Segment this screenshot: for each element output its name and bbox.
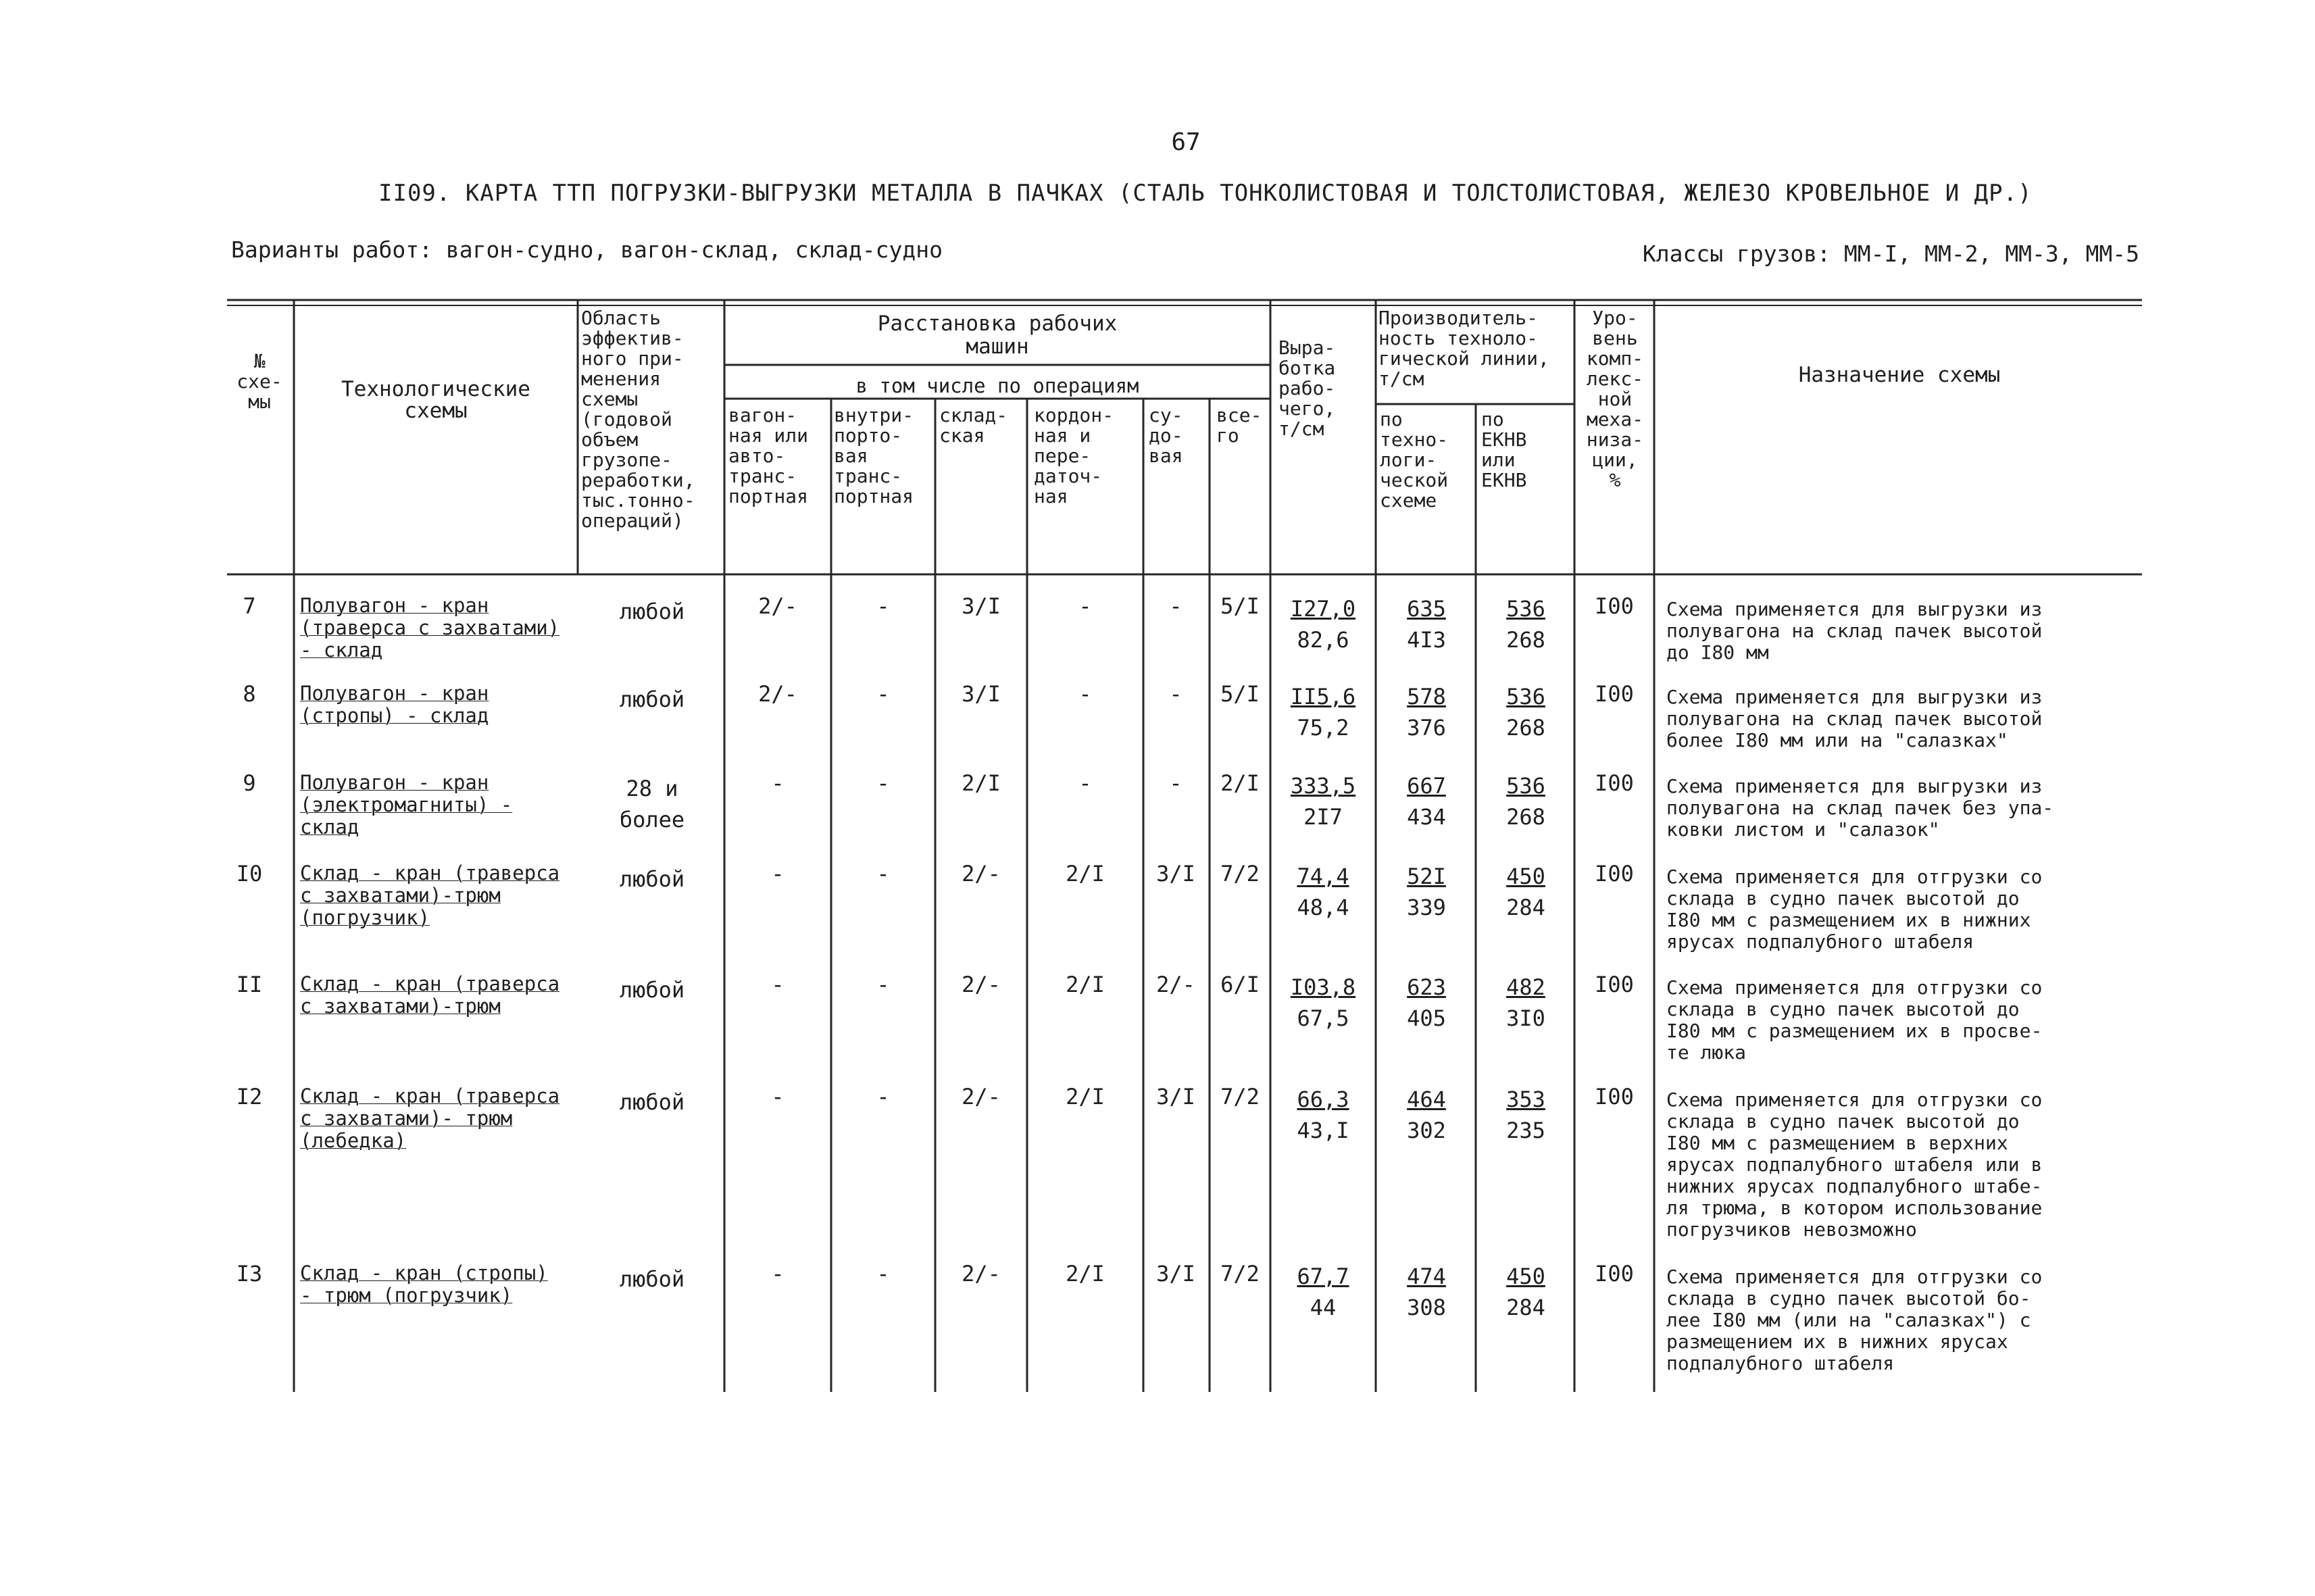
row-cordon: 2/I (1066, 972, 1105, 997)
row-prod-scheme-denominator: 434 (1407, 804, 1446, 830)
row-wagon: - (771, 1261, 785, 1287)
row-prod-ekhv (1478, 681, 1573, 743)
row-mech-level: I00 (1595, 593, 1634, 619)
header-wagon: вагон- ная или авто- транс- портная (728, 404, 809, 507)
row-ship: - (1169, 681, 1183, 707)
row-output-denominator: 48,4 (1297, 895, 1349, 920)
row-scheme: Полувагон - кран (траверса с захватами) - склад (300, 594, 560, 662)
header-warehouse: склад- ская (939, 404, 1008, 447)
row-prod-ekhv (1478, 861, 1573, 923)
row-prod-ekhv-denominator: 268 (1506, 804, 1545, 830)
row-prod-scheme-numerator: 578 (1407, 684, 1446, 709)
row-number: 9 (243, 770, 256, 796)
row-ship: - (1169, 770, 1183, 796)
row-mech-level: I00 (1595, 1261, 1634, 1287)
row-cordon: 2/I (1066, 1261, 1105, 1287)
row-number: 7 (243, 593, 256, 619)
row-area: любой (619, 1089, 685, 1115)
row-ship: 3/I (1156, 861, 1195, 887)
row-output-numerator: 67,7 (1297, 1264, 1349, 1289)
row-total: 7/2 (1220, 1084, 1260, 1109)
row-ship: 3/I (1156, 1084, 1195, 1109)
header-productivity: Производитель- ность техноло- гической линии, т/см (1378, 307, 1549, 390)
row-prod-ekhv (1478, 972, 1573, 1034)
row-inner: - (876, 770, 890, 796)
row-total: 5/I (1220, 593, 1260, 619)
row-area: любой (619, 687, 685, 712)
row-output (1273, 1261, 1373, 1323)
row-prod-ekhv (1478, 593, 1573, 655)
row-prod-scheme-denominator: 405 (1407, 1005, 1446, 1031)
row-ship: - (1169, 593, 1183, 619)
row-wagon: - (771, 770, 785, 796)
row-cordon: - (1078, 770, 1092, 796)
row-cordon: 2/I (1066, 861, 1105, 887)
row-mech-level: I00 (1595, 972, 1634, 997)
row-output-numerator: II5,6 (1290, 684, 1356, 709)
row-output-denominator: 75,2 (1297, 715, 1349, 741)
header-cordon: кордон- ная и пере- даточ- ная (1034, 404, 1114, 507)
row-prod-scheme-denominator: 376 (1407, 715, 1446, 741)
row-output (1273, 861, 1373, 923)
row-prod-ekhv-numerator: 353 (1506, 1087, 1545, 1112)
row-prod-scheme (1378, 972, 1474, 1034)
row-prod-scheme (1378, 861, 1474, 923)
row-number: I0 (236, 861, 263, 887)
row-output (1273, 770, 1373, 832)
row-prod-ekhv-numerator: 536 (1506, 773, 1545, 799)
row-inner: - (876, 1084, 890, 1109)
row-output-numerator: 74,4 (1297, 864, 1349, 889)
row-purpose: Схема применяется для выгрузки из полувагона на склад пачек высотой до I80 мм (1666, 598, 2043, 664)
row-prod-ekhv (1478, 1084, 1573, 1146)
header-total: все- го (1216, 404, 1262, 447)
row-total: 6/I (1220, 972, 1260, 997)
row-purpose: Схема применяется для выгрузки из полувагона на склад пачек высотой более I80 мм или на "салазках" (1666, 686, 2043, 751)
header-ship: су- до- вая (1149, 404, 1183, 467)
row-prod-ekhv-numerator: 450 (1506, 1264, 1545, 1289)
row-inner: - (876, 1261, 890, 1287)
row-scheme: Полувагон - кран (электромагниты) - склад (300, 771, 513, 839)
row-prod-ekhv (1478, 1261, 1573, 1323)
row-scheme: Склад - кран (траверса с захватами)-трюм (300, 972, 560, 1018)
row-inner: - (876, 861, 890, 887)
row-output-denominator: 82,6 (1297, 627, 1349, 653)
row-number: 8 (243, 681, 256, 707)
row-prod-scheme-denominator: 308 (1407, 1295, 1446, 1320)
row-prod-scheme-denominator: 302 (1407, 1118, 1446, 1143)
row-prod-ekhv-denominator: 284 (1506, 895, 1545, 920)
row-warehouse: 2/I (962, 770, 1001, 796)
row-scheme: Склад - кран (траверса с захватами)-трюм (погрузчик) (300, 862, 560, 929)
row-cordon: - (1078, 681, 1092, 707)
row-total: 2/I (1220, 770, 1260, 796)
row-output-numerator: I03,8 (1290, 974, 1356, 1000)
header-by-scheme: по техно- логи- ческой схеме (1380, 408, 1449, 512)
row-prod-ekhv-denominator: 3I0 (1506, 1005, 1545, 1031)
row-warehouse: 2/- (962, 1084, 1001, 1109)
row-prod-scheme (1378, 681, 1474, 743)
row-area: любой (619, 599, 685, 624)
row-prod-scheme (1378, 1084, 1474, 1146)
header-area: Область эффектив- ного при- менения схемы (годовой объем грузопе- реработки, тыс.тонно- операций) (581, 307, 695, 532)
row-purpose: Схема применяется для отгрузки со склада в судно пачек высотой до I80 мм с размещением их в нижних ярусах подпалубного штабеля (1666, 866, 2043, 953)
row-total: 5/I (1220, 681, 1260, 707)
row-mech-level: I00 (1595, 861, 1634, 887)
row-ship: 2/- (1156, 972, 1195, 997)
row-purpose: Схема применяется для отгрузки со склада в судно пачек высотой до I80 мм с размещением в верхних ярусах подпалубного штабеля или в нижних ярусах подпалубного штабе- ля трюма, в котором использование погрузчиков невозможно (1666, 1089, 2043, 1241)
row-wagon: 2/- (758, 681, 797, 707)
row-output-denominator: 2I7 (1303, 804, 1343, 830)
row-warehouse: 3/I (962, 593, 1001, 619)
header-by-ekhv: по ЕКНВ или ЕКНВ (1481, 408, 1527, 491)
header-num: № схе- мы (237, 350, 282, 413)
row-wagon: - (771, 972, 785, 997)
row-output-numerator: I27,0 (1290, 596, 1356, 622)
page-number: 67 (1171, 128, 1201, 156)
row-scheme: Склад - кран (траверса с захватами)- трюм (лебедка) (300, 1084, 560, 1152)
row-area: 28 и более (619, 776, 685, 832)
row-wagon: - (771, 1084, 785, 1109)
row-prod-scheme-numerator: 623 (1407, 974, 1446, 1000)
row-prod-ekhv-numerator: 450 (1506, 864, 1545, 889)
header-purpose: Назначение схемы (1798, 363, 2001, 387)
row-wagon: - (771, 861, 785, 887)
row-prod-ekhv-denominator: 284 (1506, 1295, 1545, 1320)
row-prod-scheme-denominator: 339 (1407, 895, 1446, 920)
row-inner: - (876, 681, 890, 707)
row-warehouse: 3/I (962, 681, 1001, 707)
row-prod-ekhv-denominator: 268 (1506, 627, 1545, 653)
row-warehouse: 2/- (962, 861, 1001, 887)
header-mech-level: Уро- вень комп- лекс- ной меха- низа- ции, % (1586, 307, 1644, 491)
row-purpose: Схема применяется для выгрузки из полувагона на склад пачек без упа- ковки листом и "салазок" (1666, 775, 2054, 841)
header-inner: внутри- порто- вая транс- портная (834, 404, 914, 507)
row-number: II (236, 972, 263, 997)
row-wagon: 2/- (758, 593, 797, 619)
row-output-numerator: 66,3 (1297, 1087, 1349, 1112)
row-prod-ekhv-denominator: 268 (1506, 715, 1545, 741)
row-scheme: Склад - кран (стропы) - трюм (погрузчик) (300, 1262, 548, 1307)
row-area: любой (619, 1266, 685, 1292)
row-prod-scheme-numerator: 635 (1407, 596, 1446, 622)
row-mech-level: I00 (1595, 1084, 1634, 1109)
header-output: Выра- ботка рабо- чего, т/см (1278, 336, 1336, 440)
row-prod-ekhv-denominator: 235 (1506, 1118, 1545, 1143)
row-scheme: Полувагон - кран (стропы) - склад (300, 682, 489, 727)
row-prod-ekhv-numerator: 536 (1506, 684, 1545, 709)
row-output (1273, 972, 1373, 1034)
row-prod-scheme-denominator: 4I3 (1407, 627, 1446, 653)
row-prod-ekhv-numerator: 482 (1506, 974, 1545, 1000)
row-prod-ekhv-numerator: 536 (1506, 596, 1545, 622)
row-warehouse: 2/- (962, 972, 1001, 997)
work-variants: Варианты работ: вагон-судно, вагон-склад, склад-судно (231, 236, 943, 263)
row-total: 7/2 (1220, 861, 1260, 887)
row-ship: 3/I (1156, 1261, 1195, 1287)
row-output (1273, 593, 1373, 655)
row-prod-scheme-numerator: 667 (1407, 773, 1446, 799)
row-prod-scheme-numerator: 474 (1407, 1264, 1446, 1289)
row-output-denominator: 67,5 (1297, 1005, 1349, 1031)
header-placement: Расстановка рабочих машин (877, 311, 1118, 359)
row-prod-scheme-numerator: 52I (1407, 864, 1446, 889)
row-purpose: Схема применяется для отгрузки со склада в судно пачек высотой до I80 мм с размещением их в просве- те люка (1666, 976, 2043, 1064)
row-prod-scheme (1378, 1261, 1474, 1323)
row-output (1273, 681, 1373, 743)
row-area: любой (619, 866, 685, 892)
row-output-denominator: 43,I (1297, 1118, 1349, 1143)
header-scheme: Технологические схемы (341, 377, 530, 423)
row-output-numerator: 333,5 (1290, 773, 1356, 799)
row-warehouse: 2/- (962, 1261, 1001, 1287)
row-output (1273, 1084, 1373, 1146)
row-number: I3 (236, 1261, 263, 1287)
row-mech-level: I00 (1595, 681, 1634, 707)
cargo-classes: Классы грузов: ММ-I, ММ-2, ММ-3, ММ-5 (1642, 241, 2139, 267)
row-total: 7/2 (1220, 1261, 1260, 1287)
row-inner: - (876, 593, 890, 619)
row-prod-ekhv (1478, 770, 1573, 832)
row-area: любой (619, 977, 685, 1003)
header-incl-ops: в том числе по операциям (855, 374, 1139, 397)
row-prod-scheme (1378, 770, 1474, 832)
row-prod-scheme-numerator: 464 (1407, 1087, 1446, 1112)
row-number: I2 (236, 1084, 263, 1109)
row-cordon: 2/I (1066, 1084, 1105, 1109)
row-inner: - (876, 972, 890, 997)
row-output-denominator: 44 (1310, 1295, 1337, 1320)
page-title: II09. КАРТА ТТП ПОГРУЗКИ-ВЫГРУЗКИ МЕТАЛЛА В ПАЧКАХ (СТАЛЬ ТОНКОЛИСТОВАЯ И ТОЛСТОЛИСТОВАЯ, ЖЕЛЕЗО КРОВЕЛЬНОЕ И ДР.) (378, 180, 2033, 207)
row-mech-level: I00 (1595, 770, 1634, 796)
row-prod-scheme (1378, 593, 1474, 655)
row-cordon: - (1078, 593, 1092, 619)
row-purpose: Схема применяется для отгрузки со склада в судно пачек высотой бо- лее I80 мм (или на "салазках") с размещением их в нижних ярусах подпалубного штабеля (1666, 1266, 2043, 1374)
